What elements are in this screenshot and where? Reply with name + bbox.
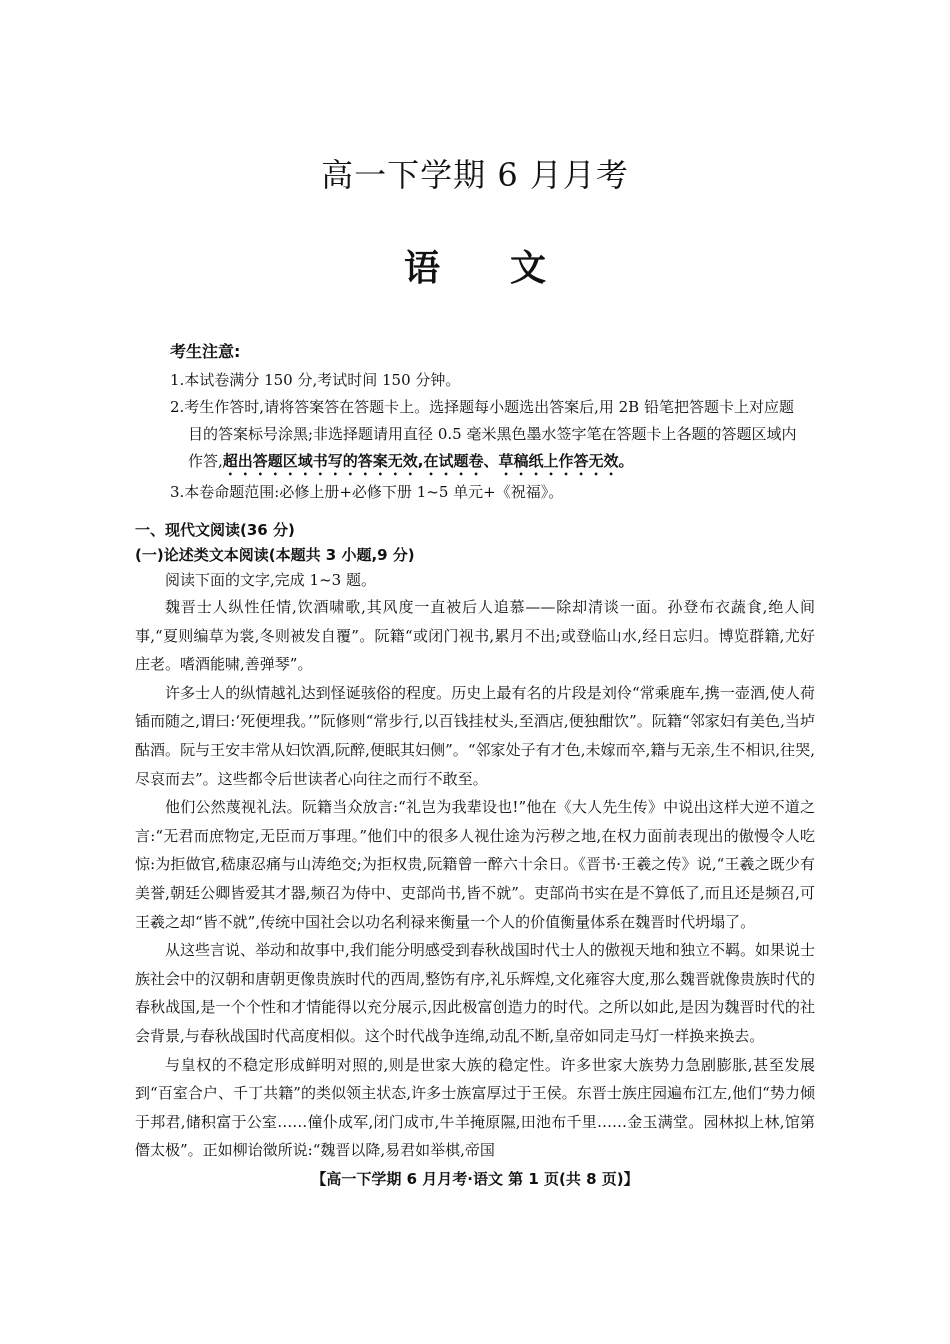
paragraph: 魏晋士人纵性任情,饮酒啸歌,其风度一直被后人追慕——除却清谈一面。孙登布衣蔬食,绝人间事,“夏则编草为裳,冬则被发自覆”。阮籍“或闭门视书,累月不出;或登临山水,经日忘归。博览群籍,尤好庄老。嗜酒能啸,善弹琴”。 bbox=[135, 598, 815, 674]
subject-title: 语文 bbox=[403, 247, 616, 289]
notice-item-3: 3.本卷命题范围:必修上册+必修下册 1~5 单元+《祝福》。 bbox=[170, 483, 564, 501]
notice-heading: 考生注意: bbox=[170, 342, 241, 361]
paragraph: 他们公然蔑视礼法。阮籍当众放言:“礼岂为我辈设也!”他在《大人先生传》中说出这样大逆不道之言:“无君而庶物定,无臣而万事理。”他们中的很多人视仕途为污秽之地,在权力面前表现出的傲慢令人吃惊:为拒做官,嵇康忍痛与山涛绝交;为拒权贵,阮籍曾一醉六十余日。《晋书·王羲之传》说,“王羲之既少有美誉,朝廷公卿皆爱其才器,频召为侍中、吏部尚书,皆不就”。吏部尚书实在是不算低了,而且还是频召,可王羲之却“皆不就”,传统中国社会以功名利禄来衡量一个人的价值衡量体系在魏晋时代坍塌了。 bbox=[135, 798, 815, 931]
sub-title: (一)论述类文本阅读(本题共 3 小题,9 分) bbox=[135, 546, 415, 564]
paragraph: 从这些言说、举动和故事中,我们能分明感受到春秋战国时代士人的傲视天地和独立不羁。如果说士族社会中的汉朝和唐朝更像贵族时代的西周,整饬有序,礼乐辉煌,文化雍容大度,那么魏晋就像贵族时代的春秋战国,是一个个性和才情能得以充分展示,因此极富创造力的时代。之所以如此,是因为魏晋时代的社会背景,与春秋战国时代高度相似。这个时代战争连绵,动乱不断,皇帝如同走马灯一样换来换去。 bbox=[135, 941, 815, 1045]
instruction: 阅读下面的文字,完成 1~3 题。 bbox=[165, 571, 376, 589]
paragraph: 与皇权的不稳定形成鲜明对照的,则是世家大族的稳定性。许多世家大族势力急剧膨胀,甚至发展到“百室合户、千丁共籍”的类似领主状态,许多士族富厚过于王侯。东晋士族庄园遍布江左,他们“势力倾于邦君,储积富于公室……僮仆成军,闭门成市,牛羊掩原隰,田池布千里……金玉满堂。园林拟上林,馆第僭太极”。正如柳诒徵所说:“魏晋以降,易君如举棋,帝国 bbox=[135, 1055, 815, 1160]
page-footer: 【高一下学期 6 月月考·语文 第 1 页(共 8 页)】 bbox=[311, 1170, 639, 1188]
part-title: 一、现代文阅读(36 分) bbox=[135, 521, 295, 539]
notice-item-2-text: 2.考生作答时,请将答案答在答题卡上。选择题每小题选出答案后,用 2B 铅笔把答题卡上对应题目的答案标号涂黑;非选择题请用直径 0.5 毫米黑色墨水签字笔在答题卡上各题的答题区域内作答, bbox=[170, 398, 797, 470]
notice-item-1: 1.本试卷满分 150 分,考试时间 150 分钟。 bbox=[170, 371, 461, 389]
exam-title: 高一下学期 6 月月考 bbox=[321, 156, 629, 194]
notice-item-2 bbox=[170, 394, 800, 479]
reading-section bbox=[135, 518, 815, 1165]
notice-item-2-emphasis: 超出答题区域书写的答案无效,在试题卷、草稿纸上作答无效。 bbox=[222, 452, 634, 470]
candidate-notice bbox=[170, 338, 800, 506]
paragraph: 许多士人的纵情越礼达到怪诞骇俗的程度。历史上最有名的片段是刘伶“常乘鹿车,携一壶酒,使人荷锸而随之,谓曰:‘死便埋我。’”阮修则“常步行,以百钱挂杖头,至酒店,便独酣饮”。阮籍“邻家妇有美色,当垆酤酒。阮与王安丰常从妇饮酒,阮醉,便眠其妇侧”。“邻家处子有才色,未嫁而卒,籍与无亲,生不相识,往哭,尽哀而去”。这些都令后世读者心向往之而行不敢至。 bbox=[135, 683, 815, 788]
